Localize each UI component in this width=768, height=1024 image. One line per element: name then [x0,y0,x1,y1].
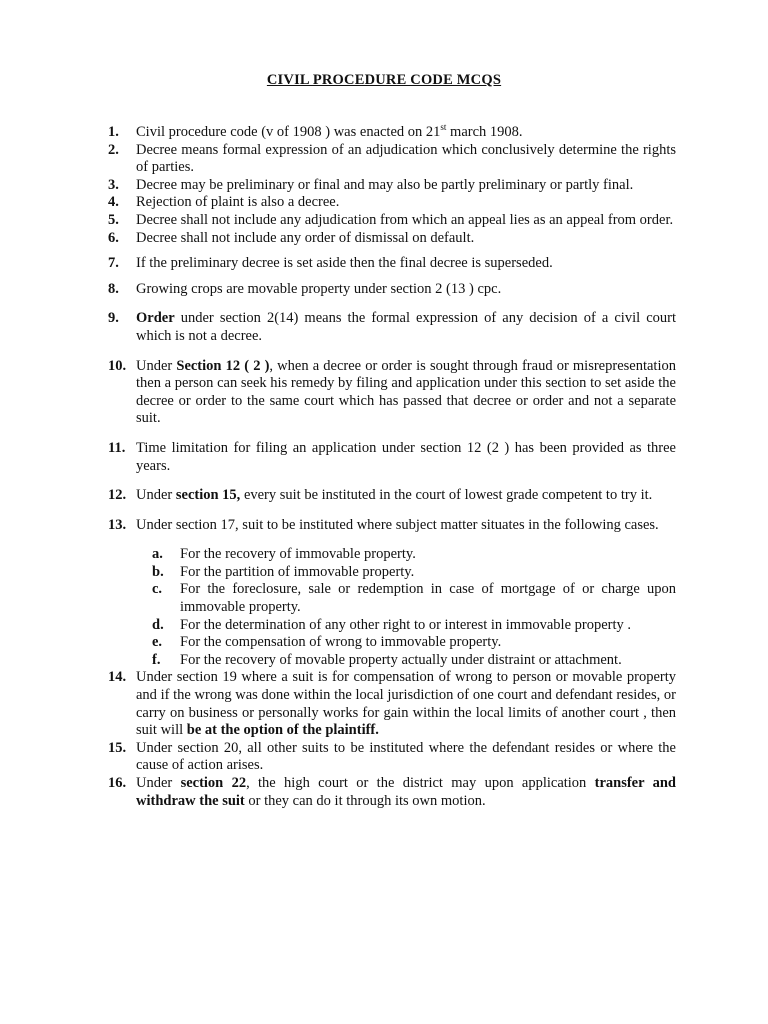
list-item [108,255,676,273]
item-text-part: Under [136,775,181,791]
item-text-part: every suit be instituted in the court of lowest grade competent to try it. [240,487,653,504]
item-text-part: Under [136,487,176,504]
item-text: Decree may be preliminary or final and may also be partly preliminary or partly final. [136,176,634,193]
item-number: 5. [108,211,119,228]
item-text-part: march 1908. [446,124,523,140]
item-number: 7. [108,255,119,272]
bold-term: be at the option of the plaintiff. [186,722,379,739]
bold-term: Order [136,310,175,327]
item-text [136,487,676,505]
list-item [108,517,676,535]
list-item [108,194,676,212]
item-number: 3. [108,176,119,193]
item-text: Rejection of plaint is also a decree. [136,194,340,211]
sub-item-letter: d. [152,616,164,633]
item-text [136,358,676,428]
item-text-part: Civil procedure code (v of 1908 ) was enacted on 21 [136,124,441,140]
page-title: CIVIL PROCEDURE CODE MCQS [266,72,502,88]
item-text: Time limitation for filing an application under section 12 (2 ) has been provided as three years. [136,439,676,474]
item-text: Under section 20, all other suits to be instituted where the defendant resides or where the cause of action arises. [136,739,676,774]
list-item [108,358,676,428]
item-text [136,310,676,345]
sub-item-text: For the compensation of wrong to immovable property. [180,634,502,651]
bold-term: section 15, [175,487,241,504]
sub-item-letter: c. [152,581,163,598]
sub-item-text: For the foreclosure, sale or redemption in case of mortgage of or charge upon immovable property. [180,581,676,616]
sub-list-item [152,546,676,564]
sub-item-text: For the recovery of immovable property. [180,546,416,563]
list-item [108,440,676,475]
item-text: Decree means formal expression of an adjudication which conclusively determine the rights of parties. [136,141,676,176]
item-text: Decree shall not include any adjudication from which an appeal lies as an appeal from order. [136,211,674,228]
list-item [108,487,676,505]
item-number: 16. [108,775,127,791]
item-text: Decree shall not include any order of dismissal on default. [136,229,475,246]
item-number: 2. [108,141,119,158]
item-number: 14. [108,669,127,686]
list-item [108,230,676,248]
mcq-list [108,124,676,810]
sub-item-letter: f. [152,651,161,668]
list-item [108,775,676,810]
list-item [108,142,676,177]
sub-item-letter: b. [152,563,164,580]
item-text: If the preliminary decree is set aside then the final decree is superseded. [136,255,553,272]
list-item [108,310,676,345]
item-number: 4. [108,194,119,211]
item-text [136,669,676,739]
item-text-part: , when a decree or order is sought through fraud or misrepresentation then a person can seek his remedy by filing and application under this section to set aside the decree or order to the same court which has passed that decree or order and not a separate suit. [136,357,676,427]
sub-list-item [152,634,676,652]
item-text [136,124,676,142]
list-item [108,212,676,230]
item-text-part: or they can do it through its own motion. [244,792,486,809]
item-text-part: under section 2(14) means the formal expression of any decision of a civil court which is not a decree. [136,310,676,344]
sub-list-item [152,564,676,582]
list-item [108,177,676,195]
item-text: Growing crops are movable property under section 2 (13 ) cpc. [136,280,502,297]
item-number: 9. [108,310,119,327]
bold-term: transfer and withdraw the suit [136,775,676,809]
list-item [108,124,676,142]
item-text: Under section 17, suit to be instituted where subject matter situates in the following cases. [136,516,659,533]
sub-item-text: For the partition of immovable property. [180,563,415,580]
item-number: 10. [108,357,127,374]
item-text [136,775,676,810]
item-number: 1. [108,124,119,140]
sub-item-letter: a. [152,546,163,563]
item-number: 11. [108,439,126,456]
list-item [108,740,676,775]
list-item [108,281,676,299]
item-number: 12. [108,487,127,504]
item-text-part: Under section 19 where a suit is for compensation of wrong to person or movable property and if the wrong was done within the local jurisdiction of one court and defendant resides, or carry on business or personally works for gain within the local limits of another court , then suit will [136,669,676,739]
sub-list-item [152,652,676,670]
sub-list-item [152,617,676,635]
item-text-part: Under [136,357,177,374]
item-number: 8. [108,280,119,297]
sub-list-item [152,581,676,616]
ordinal-suffix: st [440,122,447,133]
item-number: 6. [108,229,119,246]
sub-item-text: For the recovery of movable property actually under distraint or attachment. [180,651,622,668]
sub-item-letter: e. [152,634,163,651]
item-number: 13. [108,516,127,533]
sub-item-text: For the determination of any other right to or interest in immovable property . [180,616,632,633]
bold-term: Section 12 ( 2 ) [176,357,270,374]
list-item [108,669,676,739]
bold-term: section 22 [180,775,247,791]
item-text-part: , the high court or the district may upon application [246,775,595,791]
item-number: 15. [108,739,127,756]
